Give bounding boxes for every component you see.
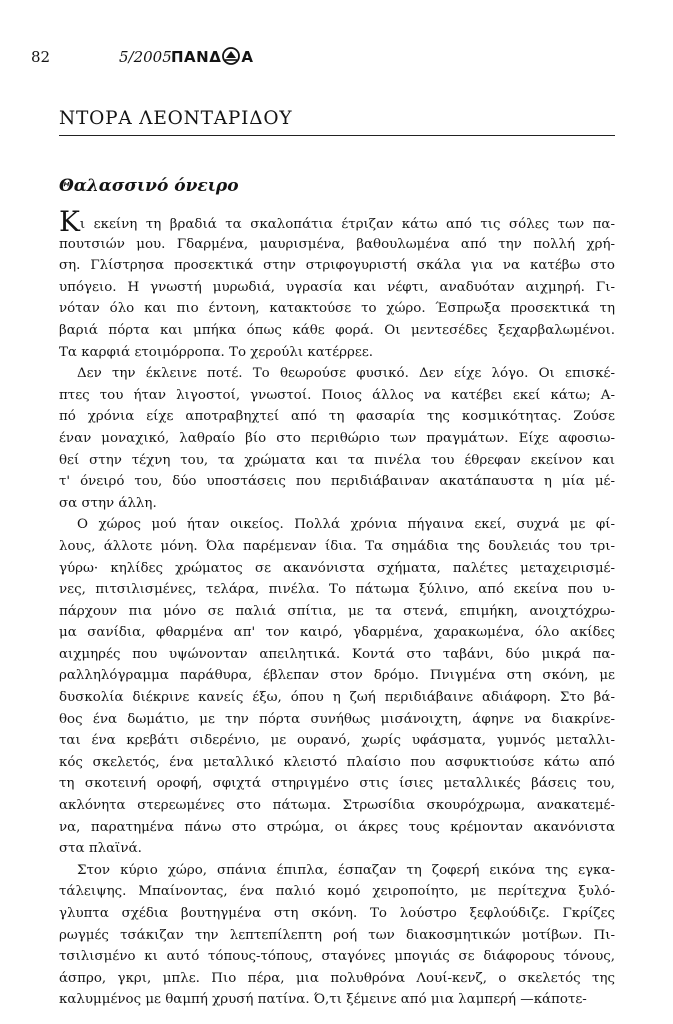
line-text: σα στην άλλη.	[59, 495, 157, 511]
text-line	[59, 558, 615, 580]
line-text: τ' όνειρό του, δύο υποστάσεις που περιδιάβαιναν ακατάπαυστα η μία μέ-	[59, 474, 615, 490]
text-line	[59, 406, 615, 428]
text-line	[59, 989, 615, 1011]
text-line	[59, 536, 615, 558]
line-text: καλυμμένος με θαμπή χρυσή πατίνα. Ό,τι ξέμεινε από μια λαμπερή —κάποτε-	[59, 992, 587, 1008]
text-line	[59, 773, 615, 795]
line-text: πουτσιών μου. Γδαρμένα, μαυρισμένα, βαθουλωμένα από την πολλή χρή-	[59, 236, 615, 252]
text-line	[59, 665, 615, 687]
paragraph	[59, 363, 615, 514]
text-line	[59, 752, 615, 774]
text-line	[59, 838, 615, 860]
text-line	[59, 320, 615, 342]
line-text: δυσκολία διέκρινε κανείς έξω, όπου η ζωή περιδιάβαινε αδιάφορη. Στο βά-	[59, 690, 615, 706]
line-text: βαριά πόρτα και μπήκα όπως κάθε φορά. Οι μεντεσέδες ξεχαρβαλωμένοι.	[59, 322, 615, 338]
text-line	[59, 471, 615, 493]
text-line	[59, 298, 615, 320]
line-text: γύρω· κηλίδες χρώματος σε ακανόνιστα σχήματα, παλέτες μεταχειρισμέ-	[59, 560, 615, 576]
line-text: νες, πιτσιλισμένες, τελάρα, πινέλα. Το πάτωμα ξύλινο, από εκείνα που υ-	[59, 582, 615, 598]
line-text: υπόγειο. Η γνωστή μυρωδιά, υγρασία και νέφτι, αναδυόταν αιχμηρή. Γι-	[59, 279, 615, 295]
line-text: να, παρατημένα πάνω στο στρώμα, οι άκρες τους κρέμονταν ακανόνιστα	[59, 819, 615, 835]
line-text: μα σανίδια, φθαρμένα απ' τον καιρό, γδαρμένα, χαρακωμένα, όλο ακίδες	[59, 625, 615, 641]
text-line	[59, 903, 615, 925]
issue-number: 5/2005	[119, 48, 172, 66]
line-text: νόταν όλο και πιο έντονη, κατακτούσε το χώρο. Έσπρωξα προσεκτικά τη	[59, 301, 615, 317]
line-text: ι εκείνη τη βραδιά τα σκαλοπάτια έτριζαν κάτω από τις σόλες των πα-	[79, 217, 615, 232]
line-text: θεί στην τέχνη του, τα χρώματα και τα πινέλα του έθρεφαν εκείνον και	[59, 452, 615, 468]
text-line	[59, 881, 615, 903]
paragraph	[59, 860, 615, 1011]
line-text: Ο χώρος μού ήταν οικείος. Πολλά χρόνια πήγαινα εκεί, συχνά με φί-	[77, 517, 615, 533]
story-title: Θαλασσινό όνειρο	[59, 176, 239, 196]
text-line	[59, 342, 615, 364]
text-line	[59, 514, 615, 536]
line-text: τσιλισμένο κι αυτό τόπους-τόπους, σταγόνες μπογιάς σε διάφορους τόνους,	[59, 949, 615, 965]
text-line	[59, 493, 615, 515]
text-line	[59, 385, 615, 407]
line-text: Τα καρφιά ετοιμόρροπα. Το χερούλι κατέρρεε.	[59, 344, 374, 360]
drop-cap: Κ	[59, 205, 80, 238]
text-line	[59, 363, 615, 385]
text-line	[59, 925, 615, 947]
author-name: ΝΤΟΡΑ ΛΕΟΝΤΑΡΙΔΟΥ	[59, 108, 293, 129]
line-text: ται ένα κρεβάτι σιδερένιο, με ουρανό, χωρίς υφάσματα, γυμνός μεταλλι-	[59, 733, 615, 749]
line-text: αιχμηρές που υψώνονταν απειλητικά. Κοντά στο ταβάνι, δύο μικρά πα-	[59, 646, 615, 662]
line-text: γλυπτα σχέδια βουτηγμένα στη σκόνη. Το λούστρο ξεφλούδιζε. Γκρίζες	[59, 906, 615, 921]
text-line	[59, 709, 615, 731]
text-line	[59, 644, 615, 666]
logo-prefix: ΠΑΝΔ	[171, 48, 222, 66]
paragraph	[59, 205, 615, 363]
text-line	[59, 601, 615, 623]
paragraph	[59, 514, 615, 860]
logo-suffix: Α	[241, 48, 254, 66]
line-text: ραλληλόγραμμα παράθυρα, έβλεπαν στον δρόμο. Πνιγμένα στη σκόνη, με	[59, 668, 615, 684]
line-text: έναν μοναχικό, λαθραίο βίο στο περιθώριο των πραγμάτων. Είχε αφοσιω-	[59, 430, 615, 446]
text-line	[59, 579, 615, 601]
text-line	[59, 277, 615, 299]
text-line	[59, 730, 615, 752]
header-rule	[59, 135, 615, 136]
line-text: ρωγμές τσάκιζαν την λεπτεπίλεπτη ροή των διακοσμητικών μοτίβων. Πι-	[59, 927, 615, 943]
text-line	[59, 450, 615, 472]
line-text: τάλειψης. Μπαίνοντας, ένα παλιό κομό χειροποίητο, με περίτεχνα ξυλό-	[59, 884, 615, 900]
line-text: ση. Γλίστρησα προσεκτικά στην στριφογυριστή σκάλα για να κατέβω στο	[59, 258, 615, 274]
line-text: πτες του ήταν λιγοστοί, γνωστοί. Ποιος άλλος να κατέβει εκεί κάτω; Α-	[59, 387, 615, 403]
text-line	[59, 946, 615, 968]
line-text: τη σκοτεινή οροφή, σφιχτά στηριγμένο στις ίσιες μεταλλικές βάσεις του,	[59, 776, 615, 792]
line-text: πάρχουν πια μόνο σε παλιά σπίτια, με τα στενά, επιμήκη, ανοιχτόχρω-	[59, 603, 615, 619]
text-line	[59, 817, 615, 839]
story-body	[59, 205, 615, 1011]
line-text: άσπρο, γκρι, μπλε. Πιο πέρα, μια πολυθρόνα Λουί-κενζ, ο σκελετός της	[59, 970, 615, 986]
text-line	[59, 205, 615, 238]
text-line	[59, 255, 615, 277]
line-text: Δεν την έκλεινε ποτέ. Το θεωρούσε φυσικό. Δεν είχε λόγο. Οι επισκέ-	[77, 366, 615, 382]
text-line	[59, 622, 615, 644]
text-line	[59, 687, 615, 709]
text-line	[59, 968, 615, 990]
pandora-logo-icon	[221, 47, 241, 69]
text-line	[59, 428, 615, 450]
line-text: στα πλαϊνά.	[59, 841, 142, 857]
line-text: Στον κύριο χώρο, σπάνια έπιπλα, έσπαζαν τη ζοφερή εικόνα της εγκα-	[77, 862, 615, 878]
line-text: λους, άλλοτε μόνη. Όλα παρέμεναν ίδια. Τα σημάδια της δουλειάς του τρι-	[59, 538, 615, 554]
text-line	[59, 795, 615, 817]
line-text: θος ένα δωμάτιο, με την πόρτα συνήθως μισάνοιχτη, άφηνε να διακρίνε-	[59, 711, 615, 727]
magazine-logo	[171, 47, 253, 69]
text-line	[59, 234, 615, 256]
page-number: 82	[31, 48, 51, 66]
line-text: πό χρόνια είχε αποτραβηχτεί από τη φασαρία της κοσμικότητας. Ζούσε	[59, 409, 615, 425]
line-text: κός σκελετός, ένα μεταλλικό κλειστό πλαίσιο που ασφυκτιούσε κάτω από	[59, 754, 615, 770]
text-line	[59, 860, 615, 882]
line-text: ακλόνητα στερεωμένες στο πάτωμα. Στρωσίδια σκουρόχρωμα, ανακατεμέ-	[59, 798, 615, 814]
